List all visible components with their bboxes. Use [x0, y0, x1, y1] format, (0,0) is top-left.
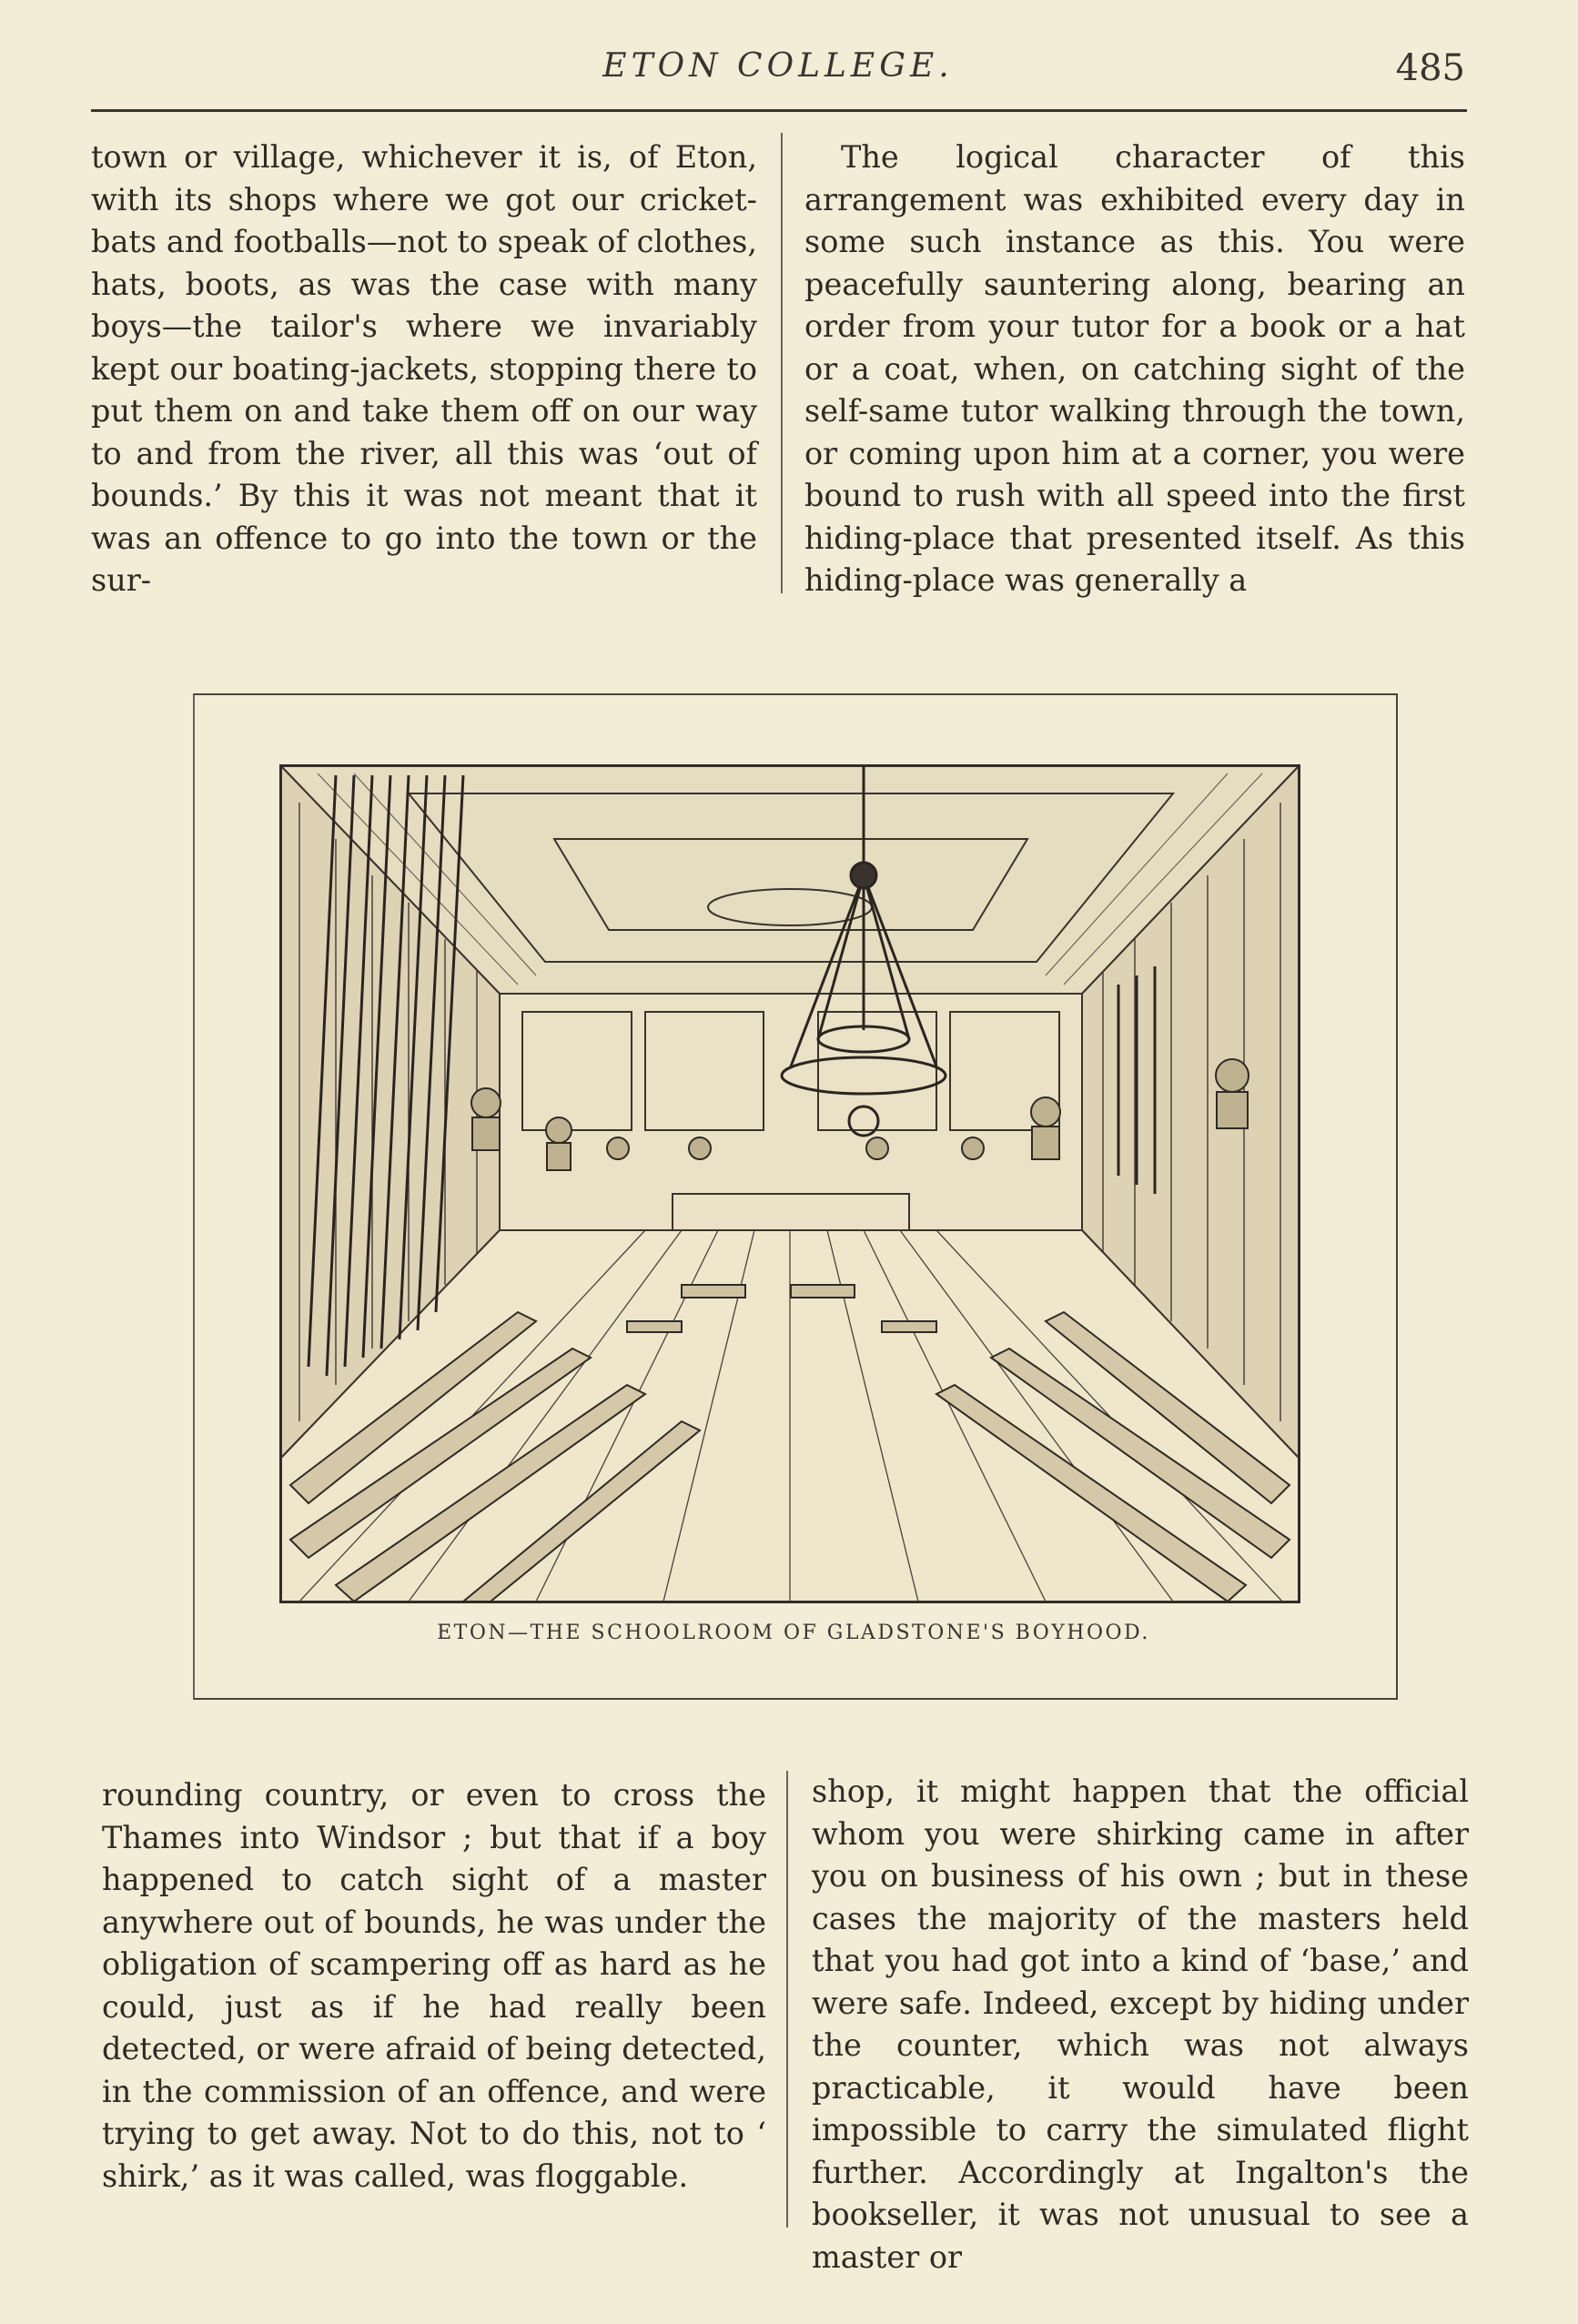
running-head: ETON COLLEGE. [602, 47, 954, 85]
bottom-right-column [812, 1771, 1469, 2279]
top-left-paragraph: town or village, whichever it is, of Eton, with its shops where we got our cricket-bats and footballs—not to speak of clothes, hats, boots, as was the case with many boys—the tailor's where we invariably kept our boating-jackets, stopping there to put them on and take them off on our way to and from the river, all this was ‘out of bounds.’ By this it was not meant that it was an offence to go into the town or the sur- [91, 139, 757, 598]
bottom-right-paragraph: shop, it might happen that the official whom you were shirking came in after you on business of his own ; but in these cases the majority of the masters held that you had got into a kind of ‘base,’ and were safe. Indeed, except by hiding under the counter, which was not always practicable, it would have been impossible to carry the simulated flight further. Accordingly at Ingalton's the bookseller, it was not unusual to see a master or [812, 1773, 1469, 2275]
top-right-paragraph: The logical character of this arrangement was exhibited every day in some such instance as this. You were peacefully sauntering along, bearing an order from your tutor for a book or a hat or a coat, when, on catching sight of the self-same tutor walking through the town, or coming upon him at a corner, you were bound to rush with all speed into the first hiding-place that presented itself. As this hiding-place was generally a [804, 139, 1465, 598]
bottom-left-column [102, 1774, 766, 2198]
schoolroom-engraving [279, 764, 1300, 1603]
top-left-column [91, 136, 757, 602]
page-number: 485 [1395, 47, 1465, 89]
header-rule [91, 109, 1467, 112]
column-divider-top [781, 133, 783, 593]
bottom-left-paragraph: rounding country, or even to cross the Thames into Windsor ; but that if a boy happened to catch sight of a master anywhere out of bounds, he was under the obligation of scampering off as hard as he could, just as if he had really been detected, or were afraid of being detected, in the commission of an offence, and were trying to get away. Not to do this, not to ‘ shirk,’ as it was called, was floggable. [102, 1777, 766, 2194]
page-header [91, 47, 1465, 113]
figure-caption: ETON—THE SCHOOLROOM OF GLADSTONE'S BOYHOOD. [437, 1622, 1150, 1644]
top-right-column [804, 136, 1465, 602]
engraving-drawing [281, 766, 1299, 1602]
column-divider-bottom [786, 1771, 788, 2228]
